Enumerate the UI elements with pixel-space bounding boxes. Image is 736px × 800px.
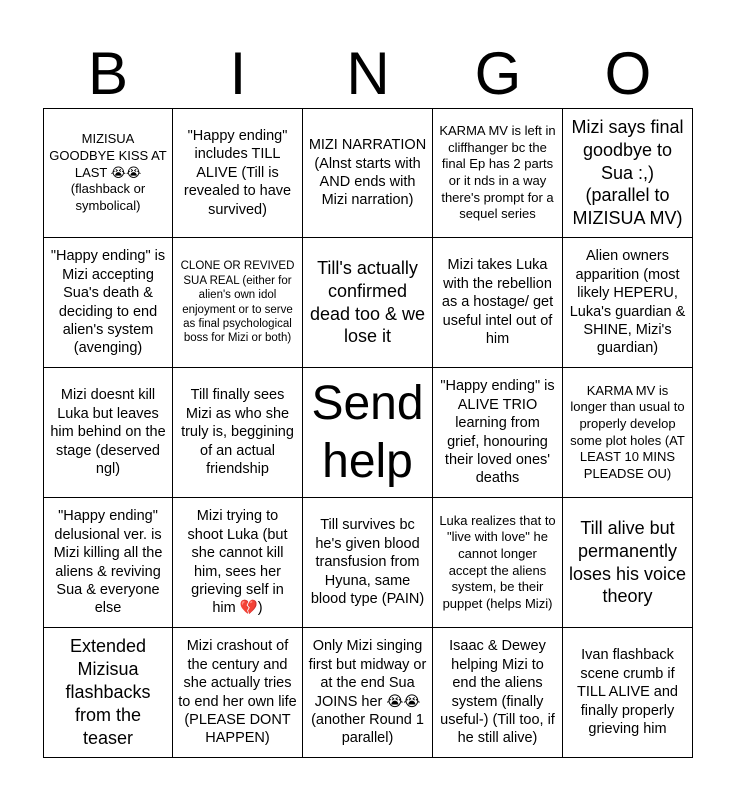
free-space-cell[interactable] <box>303 368 433 498</box>
bingo-cell[interactable] <box>173 628 303 758</box>
bingo-cell[interactable] <box>43 498 173 628</box>
bingo-cell[interactable] <box>43 238 173 368</box>
bingo-cell[interactable] <box>563 108 693 238</box>
cell-text: Only Mizi singing first but midway or at the end Sua JOINS her 😭😭 (another Round 1 parallel) <box>308 638 427 747</box>
bingo-cell[interactable] <box>173 238 303 368</box>
bingo-cell[interactable] <box>433 498 563 628</box>
cell-text: CLONE OR REVIVED SUA REAL (either for alien's own idol enjoyment or to serve as final psychological boss for Mizi or both) <box>180 260 295 345</box>
bingo-cell[interactable] <box>173 108 303 238</box>
bingo-cell[interactable] <box>43 108 173 238</box>
bingo-header <box>43 40 693 108</box>
cell-text: MIZISUA GOODBYE KISS AT LAST 😭😭 (flashback or symbolical) <box>49 131 167 213</box>
header-letter-b: B <box>87 40 129 107</box>
header-letter-o: O <box>604 40 652 107</box>
cell-text: MIZI NARRATION (Alnst starts with AND ends with Mizi narration) <box>308 137 427 209</box>
cell-text: Mizi says final goodbye to Sua :,) (parallel to MIZISUA MV) <box>571 116 684 229</box>
cell-text: Till alive but permanently loses his voice theory <box>568 517 687 607</box>
bingo-cell[interactable] <box>43 628 173 758</box>
cell-text: Mizi takes Luka with the rebellion as a hostage/ get useful intel out of him <box>441 257 554 348</box>
cell-text: "Happy ending" delusional ver. is Mizi killing all the aliens & reviving Sua & everyone else <box>53 508 163 617</box>
bingo-cell[interactable] <box>433 108 563 238</box>
bingo-cell[interactable] <box>43 368 173 498</box>
cell-text: Ivan flashback scene crumb if TILL ALIVE and finally properly grieving him <box>576 647 679 738</box>
bingo-cell[interactable] <box>563 368 693 498</box>
bingo-cell[interactable] <box>433 238 563 368</box>
bingo-cell[interactable] <box>433 368 563 498</box>
bingo-cell[interactable] <box>433 628 563 758</box>
cell-text: KARMA MV is left in cliffhanger bc the final Ep has 2 parts or it nds in a way there's prompt for a sequel series <box>439 123 556 222</box>
cell-text: "Happy ending" is ALIVE TRIO learning from grief, honouring their loved ones' deaths <box>440 378 555 487</box>
bingo-cell[interactable] <box>563 238 693 368</box>
free-space-text: Send help <box>311 376 424 488</box>
bingo-cell[interactable] <box>173 368 303 498</box>
cell-text: Mizi doesnt kill Luka but leaves him behind on the stage (deserved ngl) <box>50 387 166 478</box>
bingo-cell[interactable] <box>303 108 433 238</box>
bingo-cell[interactable] <box>563 498 693 628</box>
cell-text: Till's actually confirmed dead too & we lose it <box>309 257 426 347</box>
cell-text: Luka realizes that to "live with love" he cannot longer accept the aliens system, be their puppet (helps Mizi) <box>439 512 556 611</box>
header-letter-g: G <box>474 40 522 107</box>
cell-text: Extended Mizisua flashbacks from the teaser <box>65 636 151 748</box>
cell-text: KARMA MV is longer than usual to properly develop some plot holes (AT LEAST 10 MINS PLEADSE OU) <box>570 382 685 481</box>
bingo-cell[interactable] <box>303 498 433 628</box>
header-letter-n: N <box>346 40 390 107</box>
cell-text: Isaac & Dewey helping Mizi to end the aliens system (finally useful-) (Till too, if he still alive) <box>440 638 555 747</box>
bingo-cell[interactable] <box>173 498 303 628</box>
cell-text: "Happy ending" is Mizi accepting Sua's death & deciding to end alien's system (avenging) <box>50 248 166 357</box>
cell-text: Till finally sees Mizi as who she truly is, beggining of an actual friendship <box>181 387 294 478</box>
cell-text: Till survives bc he's given blood transfusion from Hyuna, same blood type (PAIN) <box>310 517 425 608</box>
cell-text: Mizi trying to shoot Luka (but she cannot kill him, sees her grieving self in him 💔) <box>187 508 288 617</box>
bingo-cell[interactable] <box>303 238 433 368</box>
cell-text: Mizi crashout of the century and she actually tries to end her own life (PLEASE DONT HAPPEN) <box>178 638 297 747</box>
bingo-cell[interactable] <box>563 628 693 758</box>
header-letter-i: I <box>229 40 247 107</box>
cell-text: Alien owners apparition (most likely HEPERU, Luka's guardian & SHINE, Mizi's guardian) <box>569 248 686 357</box>
bingo-board <box>43 108 693 758</box>
bingo-cell[interactable] <box>303 628 433 758</box>
cell-text: "Happy ending" includes TILL ALIVE (Till is revealed to have survived) <box>183 127 292 218</box>
